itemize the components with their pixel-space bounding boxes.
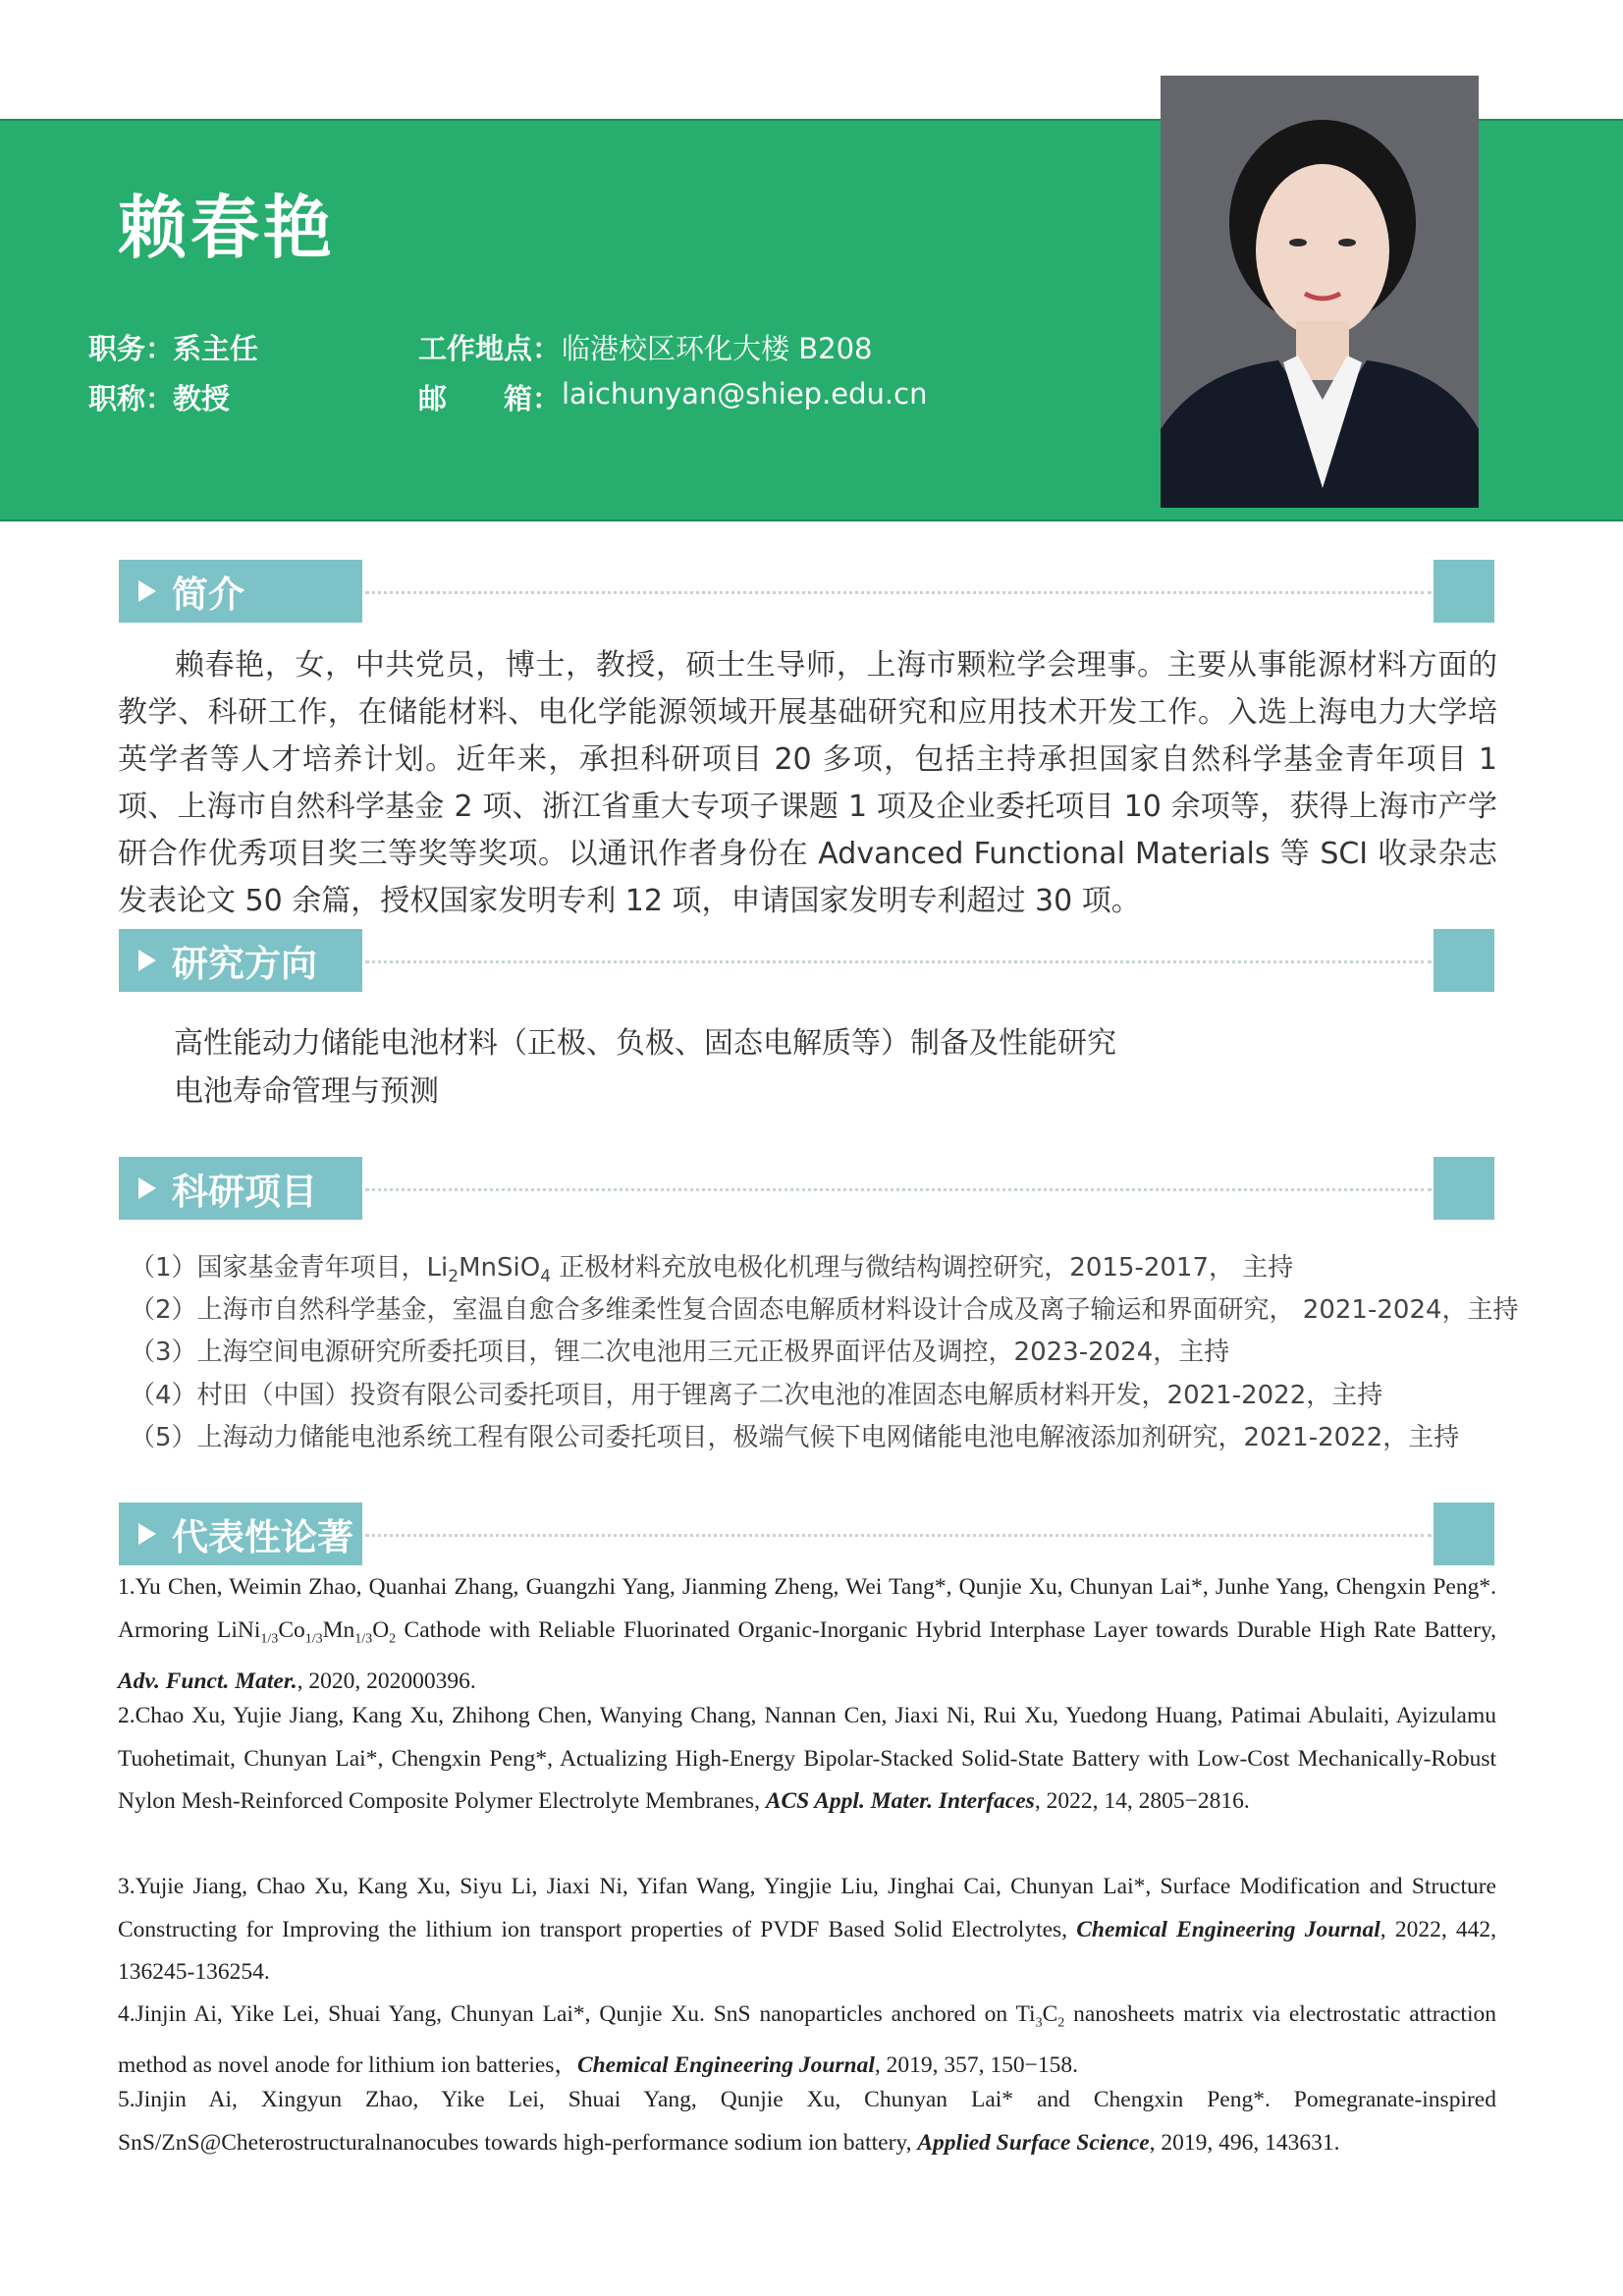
project-item: （5）上海动力储能电池系统工程有限公司委托项目，极端气候下电网储能电池电解液添加剂研究，2021-2022，主持 [130,1423,1460,1452]
project-item: （1）国家基金青年项目，$Li_2MnSiO_4$ 正极材料充放电极化机理与微结构调控研究，2015-2017， 主持 [130,1253,1294,1287]
section-divider [365,960,1432,963]
email-value: laichunyan@shiep.edu.cn [562,377,928,410]
email-label: 邮 箱： [418,382,562,415]
position-value: 系主任 [173,332,259,365]
project-item: （4）村田（中国）投资有限公司委托项目，用于锂离子二次电池的准固态电解质材料开发，2021-2022，主持 [130,1381,1383,1410]
title-label: 职称： [88,382,175,415]
publication-item: 3.Yujie Jiang, Chao Xu, Kang Xu, Siyu Li, Jiaxi Ni, Yifan Wang, Yingjie Liu, Jinghai Cai, Chunyan Lai*, Surface Modification and Structure Constructing for Improving the lithium ion transport properties of PVDF Based Solid Electrolytes, Chemical Engineering Journal, 2022, 442, 136245-136254. [118,1874,1497,1985]
section-end-block [1434,560,1494,623]
section-title-projects: 科研项目 [172,1171,317,1213]
project-item: （3）上海空间电源研究所委托项目，锂二次电池用三元正极界面评估及调控，2023-2024，主持 [130,1338,1230,1367]
section-end-block [1434,929,1494,992]
section-tab-intro [119,560,362,623]
publication-item: 1.Yu Chen, Weimin Zhao, Quanhai Zhang, Guangzhi Yang, Jianming Zheng, Wei Tang*, Qunjie Xu, Chunyan Lai*, Junhe Yang, Chengxin Peng*. Armoring $LiNi_{1/3}Co_{1/3}Mn_{1/3}O_2$ Cathode with Reliable Fluorinated Organic-Inorganic Hybrid Interphase Layer towards Durable High Rate Battery, Adv. Funct. Mater., 2020, 202000396. [118,1574,1496,1694]
project-item: （2）上海市自然科学基金，室温自愈合多维柔性复合固态电解质材料设计合成及离子输运和界面研究， 2021-2024，主持 [130,1295,1519,1325]
triangle-bullet-icon [138,580,156,602]
publication-item: 4.Jinjin Ai, Yike Lei, Shuai Yang, Chunyan Lai*, Qunjie Xu. SnS nanoparticles anchored on $Ti_3C_2$ nanosheets matrix via electrostatic attraction method as novel anode for lithium ion batteries，Chemical Engineering Journal, 2019, 357, 150−158. [118,2001,1496,2079]
publication-item: 2.Chao Xu, Yujie Jiang, Kang Xu, Zhihong Chen, Wanying Chang, Nannan Cen, Jiaxi Ni, Rui Xu, Yuedong Huang, Patimai Abulaiti, Ayizulamu Tuohetimait, Chunyan Lai*, Chengxin Peng*, Actualizing High-Energy Bipolar-Stacked Solid-State Battery with Low-Cost Mechanically-Robust Nylon Mesh-Reinforced Composite Polymer Electrolyte Membranes, ACS Appl. Mater. Interfaces, 2022, 14, 2805−2816. [118,1703,1496,1814]
triangle-bullet-icon [138,1523,156,1545]
section-divider [365,1188,1432,1191]
intro-paragraph: 赖春艳，女，中共党员，博士，教授，硕士生导师，上海市颗粒学会理事。主要从事能源材料方面的教学、科研工作，在储能材料、电化学能源领域开展基础研究和应用技术开发工作。入选上海电力大学培英学者等人才培养计划。近年来，承担科研项目 20 多项，包括主持承担国家自然科学基金青年项目 1 项、上海市自然科学基金 2 项、浙江省重大专项子课题 1 项及企业委托项目 10 余项等，获得上海市产学研合作优秀项目奖三等奖等奖项。以通讯作者身份在 Advanced Functional Materials 等 SCI 收录杂志发表论文 50 余篇，授权国家发明专利 12 项，申请国家发明专利超过 30 项。 [118,648,1497,918]
journal-name: Applied Surface Science [917,2129,1150,2156]
section-title-papers: 代表性论著 [172,1516,353,1558]
section-title-intro: 简介 [172,574,244,616]
research-item: 电池寿命管理与预测 [174,1074,439,1109]
journal-name: ACS Appl. Mater. Interfaces [765,1788,1035,1814]
location-value: 临港校区环化大楼 B208 [562,332,873,365]
section-end-block [1434,1157,1494,1220]
title-value: 教授 [173,382,231,415]
section-title-research: 研究方向 [172,943,317,985]
triangle-bullet-icon [138,950,156,971]
section-tab-projects [119,1157,362,1220]
section-end-block [1434,1503,1494,1565]
person-name: 赖春艳 [118,188,336,268]
journal-name: Adv. Funct. Mater. [118,1667,298,1694]
section-divider [365,591,1432,594]
section-tab-papers [119,1503,362,1565]
location-label: 工作地点： [418,332,562,365]
section-divider [365,1534,1432,1537]
triangle-bullet-icon [138,1177,156,1199]
publication-item: 5.Jinjin Ai, Xingyun Zhao, Yike Lei, Shuai Yang, Qunjie Xu, Chunyan Lai* and Chengxin Peng*. Pomegranate-inspired SnS/ZnS@Cheterostructuralnanocubes towards high-performance sodium ion battery, Applied Surface Science, 2019, 496, 143631. [118,2087,1496,2156]
journal-name: Chemical Engineering Journal [1076,1916,1380,1942]
position-label: 职务： [88,332,175,365]
portrait-photo [1161,76,1479,508]
section-tab-research [119,929,362,992]
journal-name: Chemical Engineering Journal [576,2052,875,2079]
research-item: 高性能动力储能电池材料（正极、负极、固态电解质等）制备及性能研究 [174,1026,1116,1061]
